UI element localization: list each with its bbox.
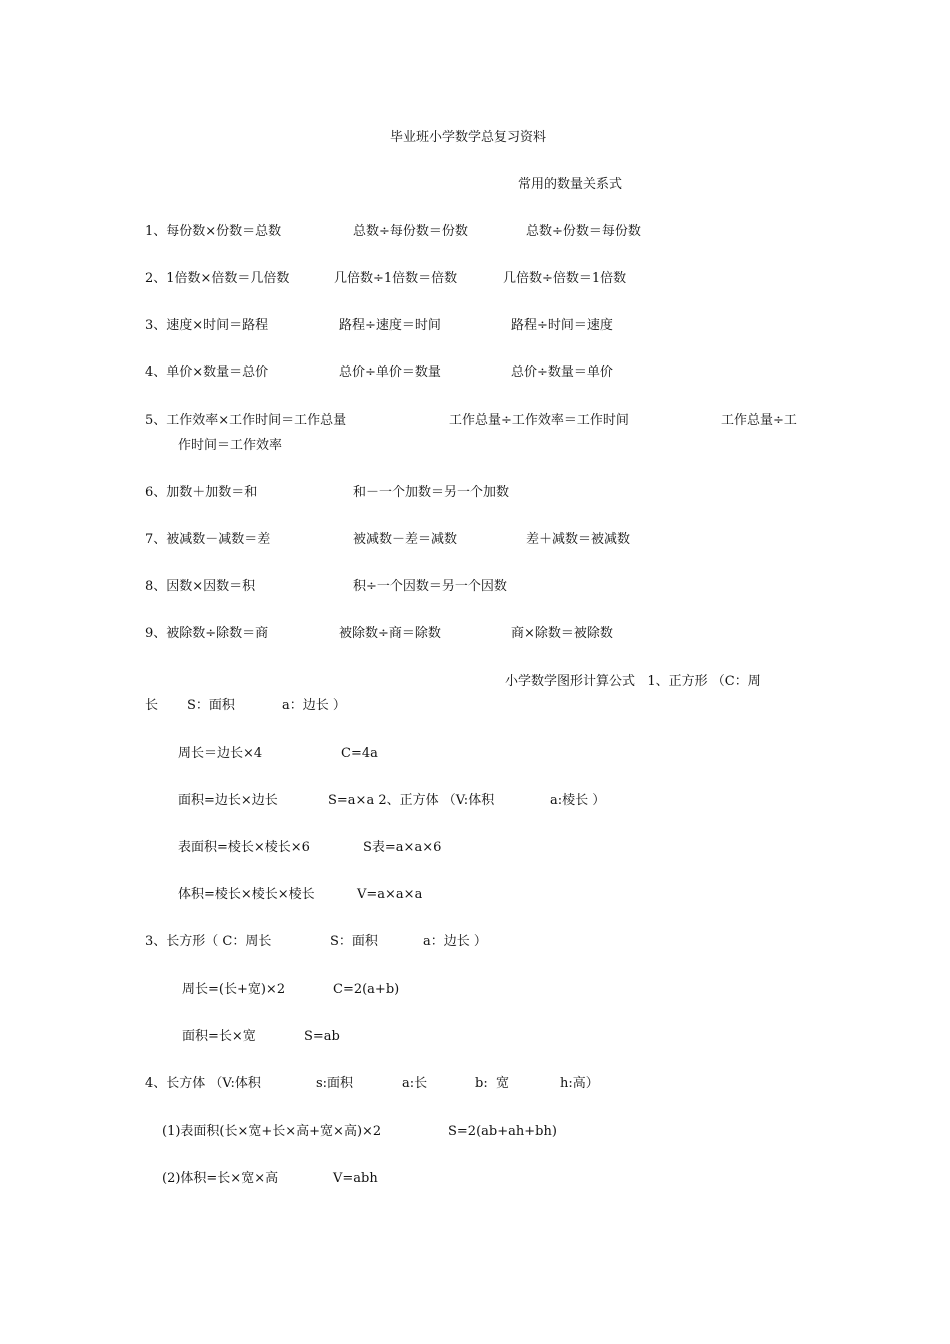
formula-text: a:长 bbox=[402, 1076, 428, 1091]
formula-text: V=abh bbox=[333, 1171, 378, 1186]
formula-text: 积÷一个因数＝另一个因数 bbox=[353, 579, 507, 594]
formula-text: a:棱长 ） bbox=[550, 793, 606, 808]
formula-text: 差＋减数＝被减数 bbox=[526, 532, 631, 547]
formula-text: 9、被除数÷除数＝商 bbox=[145, 626, 269, 641]
formula-text: 总数÷份数＝每份数 bbox=[526, 224, 641, 239]
formula-text: S=a×a 2、正方体 （V:体积 bbox=[328, 793, 495, 808]
formula-text: 几倍数÷倍数＝1倍数 bbox=[503, 271, 627, 286]
formula-text: a：边长 ） bbox=[423, 934, 487, 949]
formula-text: (2)体积=长×宽×高 bbox=[162, 1171, 279, 1186]
formula-text: S表=a×a×6 bbox=[363, 840, 442, 855]
formula-text: 8、因数×因数＝积 bbox=[145, 579, 256, 594]
formula-text: 商×除数＝被除数 bbox=[511, 626, 613, 641]
formula-text: S=2(ab+ah+bh) bbox=[448, 1124, 557, 1139]
formula-text: 表面积=棱长×棱长×6 bbox=[178, 840, 310, 855]
formula-text: s:面积 bbox=[316, 1076, 354, 1091]
formula-text: 被减数－差＝减数 bbox=[353, 532, 458, 547]
formula-text: 总价÷单价＝数量 bbox=[339, 365, 441, 380]
formula-text: 2、1倍数×倍数＝几倍数 bbox=[145, 271, 290, 286]
page-subtitle: 常用的数量关系式 bbox=[518, 177, 623, 192]
formula-text: 4、单价×数量＝总价 bbox=[145, 365, 269, 380]
formula-text: 5、工作效率×工作时间＝工作总量 bbox=[145, 413, 347, 428]
formula-text: 周长＝边长×4 bbox=[178, 746, 263, 761]
formula-text: 3、长方形（ C：周长 bbox=[145, 934, 272, 949]
formula-text: 和－一个加数＝另一个加数 bbox=[353, 485, 510, 500]
formula-text: 路程÷时间＝速度 bbox=[511, 318, 613, 333]
formula-text: 6、加数＋加数＝和 bbox=[145, 485, 258, 500]
formula-text: 面积=边长×边长 bbox=[178, 793, 278, 808]
formula-text: 工作总量÷工作效率＝工作时间 bbox=[449, 413, 629, 428]
formula-text: 路程÷速度＝时间 bbox=[339, 318, 441, 333]
formula-text: S：面积 bbox=[330, 934, 378, 949]
formula-text: 3、速度×时间＝路程 bbox=[145, 318, 269, 333]
formula-text: 长 bbox=[145, 698, 159, 713]
formula-text: (1)表面积(长×宽+长×高+宽×高)×2 bbox=[162, 1124, 382, 1139]
formula-text: 4、长方体 （V:体积 bbox=[145, 1076, 261, 1091]
section-heading: 小学数学图形计算公式 1、正方形 （C：周 bbox=[505, 674, 761, 689]
formula-text: 7、被减数－减数＝差 bbox=[145, 532, 271, 547]
formula-text: V=a×a×a bbox=[357, 887, 423, 902]
formula-text: 工作总量÷工 bbox=[721, 413, 797, 428]
formula-text: b: 宽 bbox=[475, 1076, 509, 1091]
formula-text: C=2(a+b) bbox=[333, 982, 400, 997]
formula-text: h:高） bbox=[560, 1076, 599, 1091]
page-title: 毕业班小学数学总复习资料 bbox=[390, 130, 547, 145]
formula-text: 被除数÷商＝除数 bbox=[339, 626, 441, 641]
formula-text: a：边长 ） bbox=[282, 698, 346, 713]
formula-text: 周长=(长+宽)×2 bbox=[182, 982, 286, 997]
formula-text: 几倍数÷1倍数＝倍数 bbox=[334, 271, 458, 286]
formula-text: 作时间＝工作效率 bbox=[178, 438, 283, 453]
formula-text: 面积=长×宽 bbox=[182, 1029, 256, 1044]
formula-text: S=ab bbox=[304, 1029, 340, 1044]
formula-text: 体积=棱长×棱长×棱长 bbox=[178, 887, 315, 902]
formula-text: 总价÷数量＝单价 bbox=[511, 365, 613, 380]
formula-text: C=4a bbox=[341, 746, 378, 761]
formula-text: 1、每份数×份数＝总数 bbox=[145, 224, 282, 239]
formula-text: S：面积 bbox=[187, 698, 235, 713]
formula-text: 总数÷每份数＝份数 bbox=[353, 224, 468, 239]
